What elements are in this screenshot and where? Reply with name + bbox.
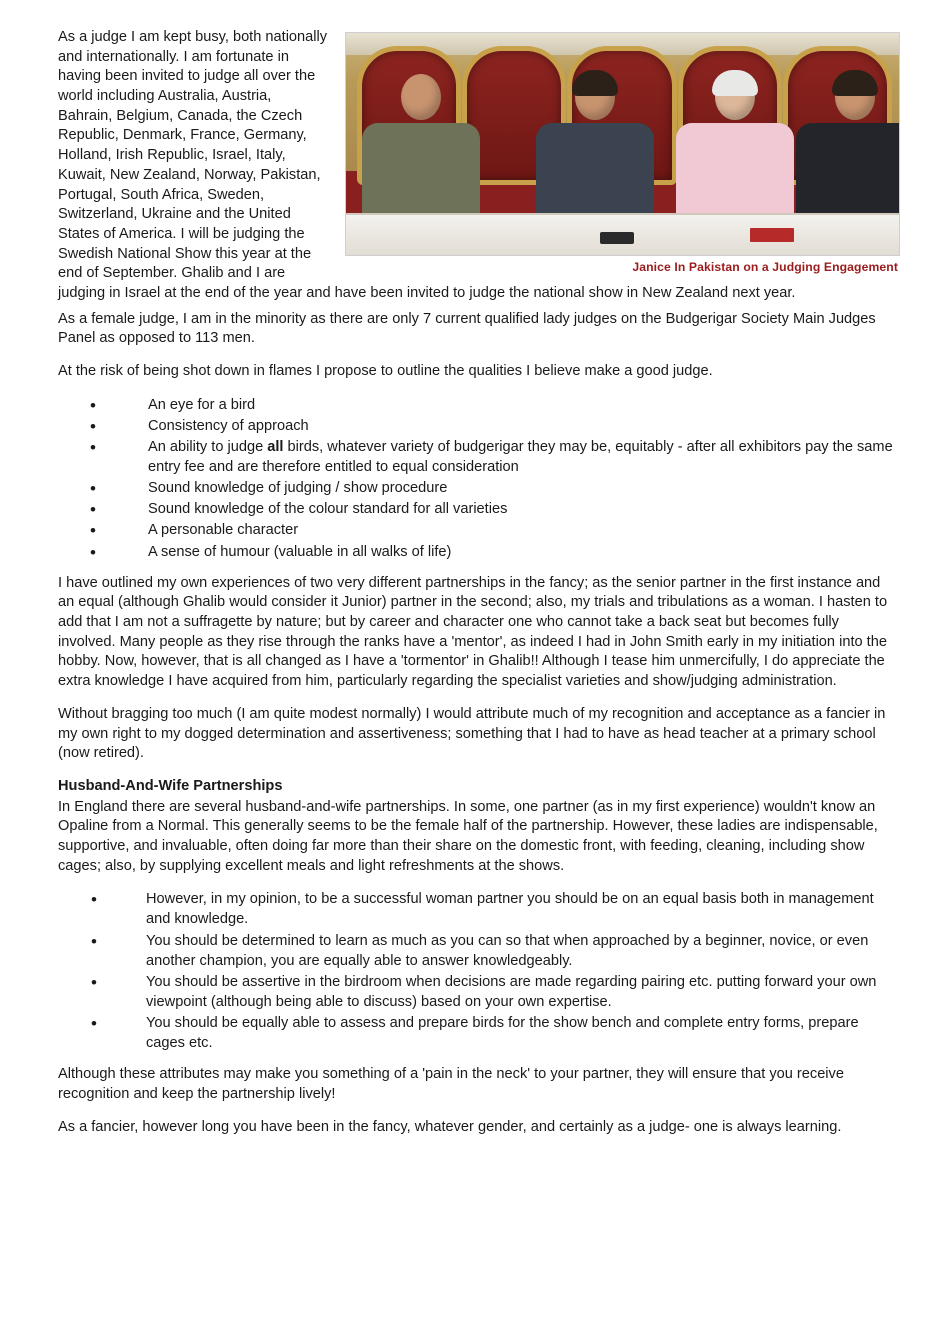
- paragraph-bragging: Without bragging too much (I am quite modest normally) I would attribute much of my recognition and acceptance as a fancier in my own right to my dogged determination and assertiveness; something that I had to have as head teacher at a primary school (now retired).: [58, 705, 886, 762]
- list-item: • Sound knowledge of judging / show procedure: [58, 478, 898, 498]
- paragraph-female-judge: As a female judge, I am in the minority as there are only 7 current qualified lady judges on the Budgerigar Society Main Judges Panel as opposed to 113 men.: [58, 310, 876, 347]
- photo-person-hair: [572, 70, 618, 96]
- list-item: • A personable character: [58, 520, 898, 540]
- intro-section: [58, 28, 898, 304]
- photo-person-hair: [832, 70, 878, 96]
- figure-caption: Janice In Pakistan on a Judging Engagement: [632, 260, 898, 274]
- photo-person: [676, 74, 794, 215]
- photo-paper: [750, 228, 794, 242]
- photo-person-body: [536, 123, 654, 215]
- photo-person-hair: [712, 70, 758, 96]
- photo-person-head: [575, 74, 615, 120]
- paragraph-qualities-intro: At the risk of being shot down in flames I propose to outline the qualities I believe make a good judge.: [58, 363, 713, 379]
- section-heading-partnerships: Husband-And-Wife Partnerships: [58, 777, 283, 794]
- list-partner-attributes: [58, 889, 898, 1053]
- photo-person-body: [362, 123, 480, 215]
- paragraph-attributes: Although these attributes may make you something of a 'pain in the neck' to your partner, they will ensure that you receive recognition and keep the partnership lively!: [58, 1066, 844, 1102]
- photo-person-head: [835, 74, 875, 120]
- photo-person-body: [676, 123, 794, 215]
- list-item: • You should be equally able to assess and prepare birds for the show bench and complete entry forms, prepare cages etc.: [58, 1013, 898, 1053]
- photo-person-body: [796, 123, 900, 215]
- paragraph-experiences: I have outlined my own experiences of two very different partnerships in the fancy; as the senior partner in the first instance and an equal (although Ghalib would consider it Junior) partner in the second; also, my trials and tribulations as a woman. I hasten to add that I am not a suffragette by nature; but by career and character one who cannot take a back seat but becomes fully involved. Many people as they rise through the ranks have a 'mentor', as indeed I had in John Smith early in my initiation into the hobby. Now, however, that is all changed as I have a 'tormentor' in Ghalib!! Although I tease him unmercifully, I do appreciate the extra knowledge I have acquired from him, particularly regarding the specialist varieties and show/judging administration.: [58, 574, 888, 690]
- photo-person: [536, 74, 654, 215]
- list-item: • A sense of humour (valuable in all walks of life): [58, 542, 898, 562]
- paragraph-closing: As a fancier, however long you have been in the fancy, whatever gender, and certainly as a judge- one is always learning.: [58, 1118, 842, 1135]
- paragraph-intro: As a judge I am kept busy, both nationally and internationally. I am fortunate in having been invited to judge all over the world including Australia, Austria, Bahrain, Belgium, Canada, the Czech Republic, Denmark, France, Germany, Holland, Irish Republic, Israel, Italy, Kuwait, New Zealand, Norway, Pakistan, Portugal, South Africa, Sweden, Switzerland, Ukraine and the United States of America. I will be judging the Swedish National Show this year at the end of September. Ghalib and I are judging in Israel at the end of the year and have been invited to judge the national show in New Zealand next year.: [58, 29, 796, 301]
- list-judge-qualities: [58, 395, 898, 562]
- list-item: • An eye for a bird: [58, 395, 898, 415]
- photo-person: [362, 74, 480, 215]
- figure-judging-engagement: [345, 32, 898, 274]
- list-item: • Consistency of approach: [58, 416, 898, 436]
- photo-person-head: [715, 74, 755, 120]
- paragraph-partnerships-body: In England there are several husband-and-wife partnerships. In some, one partner (as in my first experience) wouldn't know an Opaline from a Normal. This generally seems to be the female half of the partnership. However, these ladies are indispensable, supportive, and invaluable, often doing far more than their share on the domestic front, with feeding, cleaning, including show cages; also, by supplying excellent meals and light refreshments at the shows.: [58, 798, 878, 874]
- list-item: • You should be assertive in the birdroom when decisions are made regarding pairing etc. putting forward your own viewpoint (although being able to discuss) based on your own expertise.: [58, 972, 898, 1012]
- list-item: • You should be determined to learn as much as you can so that when approached by a beginner, novice, or even another champion, you are equally able to answer knowledgeably.: [58, 931, 898, 971]
- list-item: • However, in my opinion, to be a successful woman partner you should be on an equal basis both in management and knowledge.: [58, 889, 898, 929]
- list-item: • An ability to judge all birds, whatever variety of budgerigar they may be, equitably - after all exhibitors pay the same entry fee and are therefore entitled to equal consideration: [58, 437, 898, 477]
- photo-person-head: [401, 74, 441, 120]
- list-item: • Sound knowledge of the colour standard for all varieties: [58, 499, 898, 519]
- photo-phone: [600, 232, 634, 244]
- photo-person: [796, 74, 900, 215]
- photo-judges-panel: [345, 32, 900, 256]
